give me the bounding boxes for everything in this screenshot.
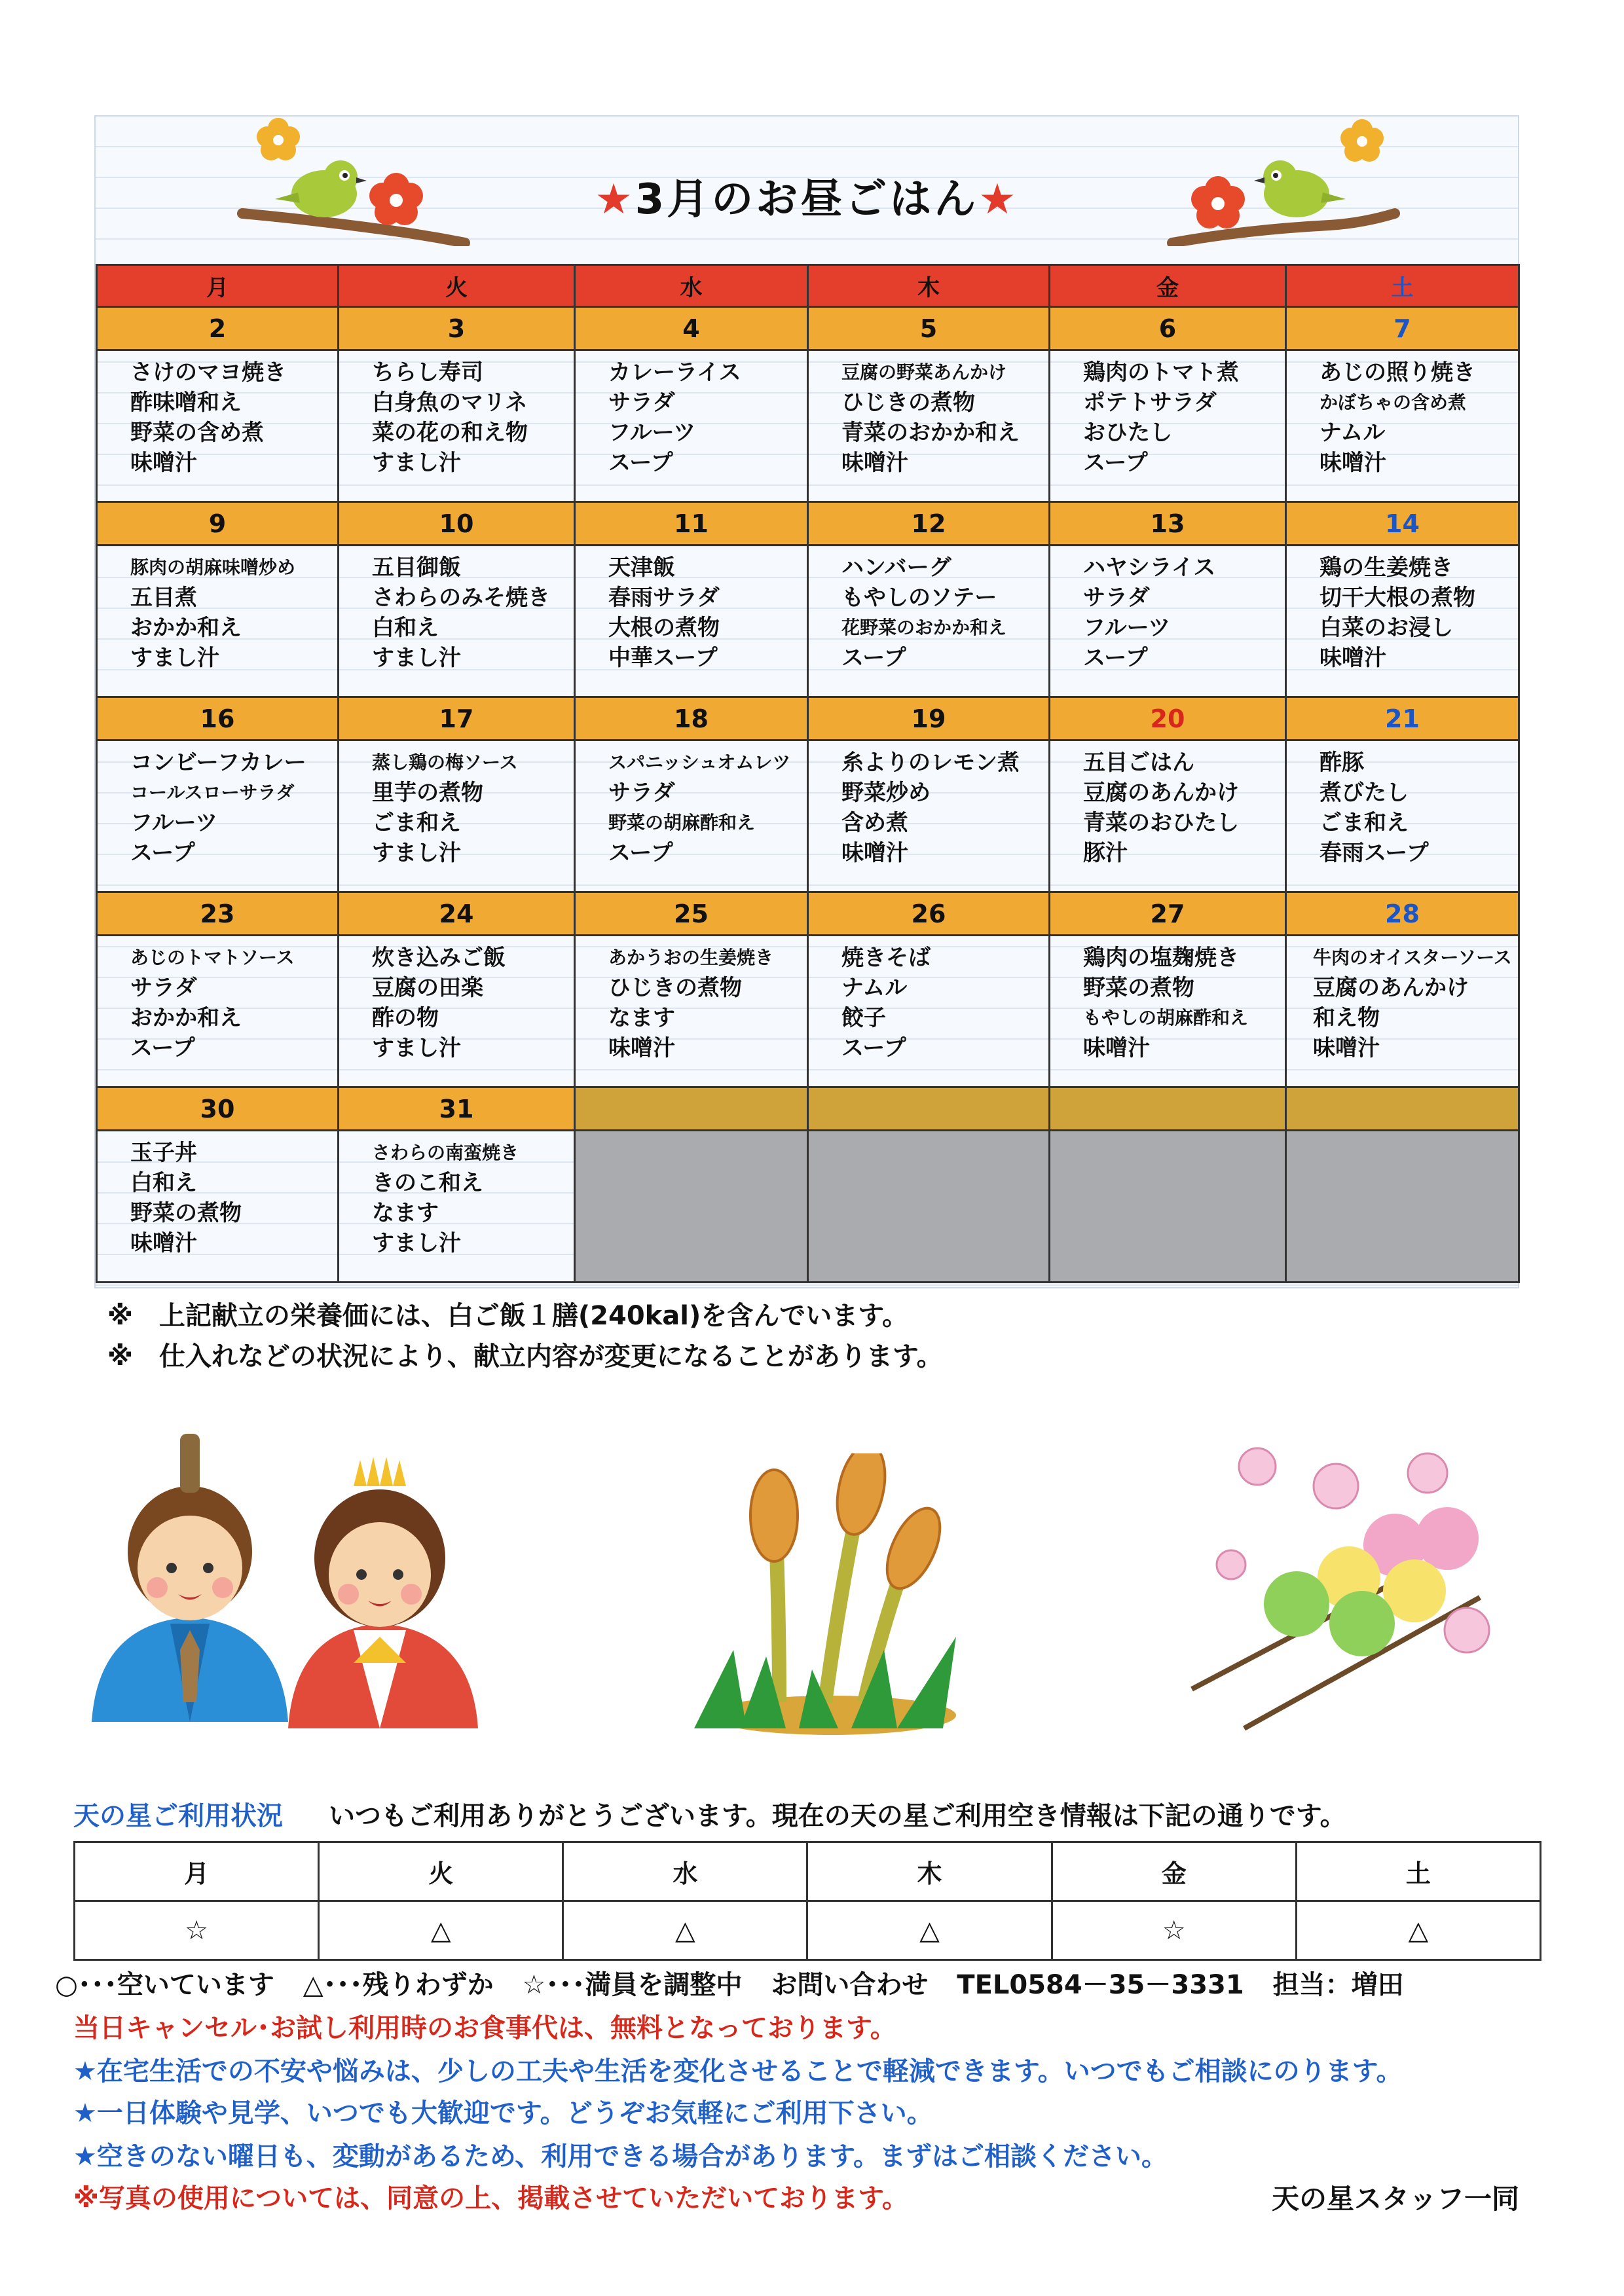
menu-cell <box>1287 741 1520 893</box>
menu-cell <box>1050 546 1287 698</box>
menu-item: さけのマヨ焼き <box>130 359 286 386</box>
weekday-thu: 木 <box>809 266 1050 308</box>
menu-item: 味噌汁 <box>841 450 908 476</box>
menu-item: 鶏肉のトマト煮 <box>1083 359 1239 386</box>
menu-item: 煮びたし <box>1320 780 1409 806</box>
menu-cell <box>1050 351 1287 503</box>
menu-cell <box>98 741 339 893</box>
menu-item: ハヤシライス <box>1083 555 1216 581</box>
menu-item: スープ <box>1083 645 1148 671</box>
menu-item: 切干大根の煮物 <box>1320 585 1475 611</box>
date-number: 5 <box>809 308 1050 351</box>
menu-item: おひたし <box>1083 420 1172 446</box>
menu-item: 青菜のおかか和え <box>841 420 1020 446</box>
menu-item: 五目ごはん <box>1083 750 1194 776</box>
date-number: 21 <box>1287 698 1520 741</box>
menu-item: 豚肉の胡麻味噌炒め <box>130 556 296 578</box>
menu-item: サラダ <box>608 390 675 416</box>
menu-item: ひじきの煮物 <box>608 975 742 1001</box>
menu-item: 酢豚 <box>1320 750 1364 776</box>
info-line-3: ★空きのない曜日も、変動があるため、利用できる場合があります。まずはご相談ください。 <box>73 2141 1168 2172</box>
menu-item: スープ <box>841 1035 906 1061</box>
availability-intro: いつもご利用ありがとうございます。現在の天の星ご利用空き情報は下記の通りです。 <box>329 1801 1346 1831</box>
date-number: 25 <box>576 893 809 936</box>
menu-cell <box>576 936 809 1088</box>
availability-day: 水 <box>563 1842 807 1901</box>
date-number: 4 <box>576 308 809 351</box>
menu-item: 天津飯 <box>608 555 675 581</box>
title-text: 3月のお昼ごはん <box>635 175 979 224</box>
menu-item: あかうおの生姜焼き <box>608 947 774 968</box>
menu-item: 含め煮 <box>841 810 908 836</box>
menu-item: 野菜の煮物 <box>1083 975 1194 1001</box>
menu-item: かぼちゃの含め煮 <box>1320 392 1467 413</box>
menu-cell <box>98 1131 339 1283</box>
menu-item: ひじきの煮物 <box>841 390 975 416</box>
availability-day: 火 <box>319 1842 563 1901</box>
menu-cell <box>1050 741 1287 893</box>
menu-cell <box>576 351 809 503</box>
menu-item: フルーツ <box>130 810 218 836</box>
photo-notice-text: ※写真の使用については、同意の上、掲載させていただいております。 <box>73 2183 908 2214</box>
info-line-2: ★一日体験や見学、いつでも大歓迎です。どうぞお気軽にご利用下さい。 <box>73 2098 933 2128</box>
menu-cell <box>339 936 576 1088</box>
menu-item: 味噌汁 <box>841 840 908 866</box>
date-number: 30 <box>98 1088 339 1131</box>
availability-title: 天の星ご利用状況 <box>73 1801 283 1831</box>
menu-item: 白身魚のマリネ <box>372 390 528 416</box>
menu-cell <box>339 546 576 698</box>
menu-item: 豆腐のあんかけ <box>1313 975 1469 1001</box>
menu-cell <box>809 936 1050 1088</box>
menu-item: 味噌汁 <box>130 450 197 476</box>
menu-item: 酢の物 <box>372 1005 439 1031</box>
empty-menu-cell <box>809 1131 1050 1283</box>
menu-item: すまし汁 <box>372 1230 461 1256</box>
staff-signature: 天の星スタッフ一同 <box>1272 2183 1520 2215</box>
menu-item: 味噌汁 <box>1083 1035 1150 1061</box>
date-number: 27 <box>1050 893 1287 936</box>
availability-status: ☆ <box>1052 1901 1296 1960</box>
legend-full: ☆･･･満員を調整中 <box>522 1970 743 2000</box>
weekday-sat: 土 <box>1287 266 1520 308</box>
availability-status: ☆ <box>75 1901 319 1960</box>
menu-item: さわらの南蛮焼き <box>372 1142 519 1163</box>
menu-item: 豆腐の野菜あんかけ <box>841 361 1007 383</box>
menu-cell <box>809 741 1050 893</box>
menu-item: 菜の花の和え物 <box>372 420 528 446</box>
menu-item: さわらのみそ焼き <box>372 585 550 611</box>
menu-item: 野菜の胡麻酢和え <box>608 812 756 833</box>
bird-plum-right-icon <box>1166 115 1401 246</box>
menu-item: きのこ和え <box>372 1170 483 1196</box>
menu-item: 鶏肉の塩麹焼き <box>1083 945 1239 971</box>
menu-item: 餃子 <box>841 1005 886 1031</box>
title-star-right: ★ <box>978 175 1019 224</box>
menu-item: スープ <box>130 1035 195 1061</box>
availability-legend <box>55 1964 1424 2001</box>
empty-menu-cell <box>1050 1131 1287 1283</box>
bird-plum-left-icon <box>236 115 471 246</box>
contact-tel: TEL0584－35－3331 <box>957 1970 1244 2000</box>
hina-dolls-icon <box>92 1434 485 1735</box>
date-number: 18 <box>576 698 809 741</box>
date-number: 26 <box>809 893 1050 936</box>
menu-item: ごま和え <box>1320 810 1409 836</box>
menu-item: 五目煮 <box>130 585 197 611</box>
menu-item: 玉子丼 <box>130 1140 197 1166</box>
menu-item: もやしの胡麻酢和え <box>1083 1007 1249 1029</box>
menu-cell <box>809 546 1050 698</box>
menu-item: 春雨スープ <box>1320 840 1429 866</box>
menu-item: 白菜のお浸し <box>1320 615 1453 641</box>
menu-item: コールスローサラダ <box>130 782 295 803</box>
info-line-1: ★在宅生活での不安や悩みは、少しの工夫や生活を変化させることで軽減できます。いつでもご相談にのります。 <box>73 2056 1403 2086</box>
menu-item: ハンバーグ <box>841 555 951 581</box>
menu-item: すまし汁 <box>372 840 461 866</box>
menu-item: スープ <box>130 840 195 866</box>
horsetail-plant-icon <box>681 1453 982 1741</box>
menu-item: おかか和え <box>130 615 242 641</box>
menu-item: スパニッシュオムレツ <box>608 752 791 773</box>
menu-item: すまし汁 <box>372 645 461 671</box>
menu-item: 白和え <box>130 1170 197 1196</box>
menu-cell <box>98 936 339 1088</box>
menu-item: 味噌汁 <box>1320 645 1386 671</box>
weekday-fri: 金 <box>1050 266 1287 308</box>
contact-person: 担当：増田 <box>1272 1970 1404 2000</box>
menu-item: スープ <box>1083 450 1148 476</box>
date-number: 14 <box>1287 503 1520 546</box>
menu-item: 鶏の生姜焼き <box>1320 555 1453 581</box>
menu-item: コンビーフカレー <box>130 750 306 776</box>
empty-menu-cell <box>1287 1131 1520 1283</box>
date-number: 12 <box>809 503 1050 546</box>
menu-item: 牛肉のオイスターソース <box>1313 947 1512 968</box>
menu-item: カレーライス <box>608 359 741 386</box>
availability-day: 月 <box>75 1842 319 1901</box>
empty-date <box>1050 1088 1287 1131</box>
menu-cell <box>576 546 809 698</box>
menu-item: すまし汁 <box>372 450 461 476</box>
date-number-holiday: 20 <box>1050 698 1287 741</box>
cancel-notice: 当日キャンセル･お試し利用時のお食事代は、無料となっております。 <box>73 2013 896 2043</box>
menu-item: なます <box>608 1005 675 1031</box>
menu-item: 和え物 <box>1313 1005 1380 1031</box>
menu-cell <box>1287 546 1520 698</box>
menu-item: すまし汁 <box>130 645 219 671</box>
date-number: 19 <box>809 698 1050 741</box>
menu-item: サラダ <box>130 975 197 1001</box>
date-number: 7 <box>1287 308 1520 351</box>
menu-item: おかか和え <box>130 1005 242 1031</box>
menu-item: 豆腐の田楽 <box>372 975 483 1001</box>
menu-cell <box>339 741 576 893</box>
weekday-mon: 月 <box>98 266 339 308</box>
menu-cell <box>339 351 576 503</box>
availability-day: 金 <box>1052 1842 1296 1901</box>
empty-date <box>809 1088 1050 1131</box>
availability-status: △ <box>807 1901 1052 1960</box>
availability-heading <box>73 1795 1346 1832</box>
menu-item: ナムル <box>1320 420 1386 446</box>
date-number: 11 <box>576 503 809 546</box>
menu-item: 白和え <box>372 615 439 641</box>
menu-item: 味噌汁 <box>130 1230 197 1256</box>
menu-item: スープ <box>608 840 673 866</box>
menu-item: 野菜の煮物 <box>130 1200 242 1226</box>
menu-item: ナムル <box>841 975 908 1001</box>
menu-item: フルーツ <box>1083 615 1171 641</box>
menu-item: 大根の煮物 <box>608 615 720 641</box>
menu-item: すまし汁 <box>372 1035 461 1061</box>
menu-item: 味噌汁 <box>1313 1035 1380 1061</box>
date-number: 13 <box>1050 503 1287 546</box>
menu-item: サラダ <box>1083 585 1150 611</box>
title-star-left: ★ <box>595 175 635 224</box>
photo-notice <box>73 2178 908 2215</box>
menu-item: 蒸し鶏の梅ソース <box>372 752 518 773</box>
availability-day: 木 <box>807 1842 1052 1901</box>
menu-item: 味噌汁 <box>608 1035 675 1061</box>
menu-item: ちらし寿司 <box>372 359 483 386</box>
menu-item: 青菜のおひたし <box>1083 810 1239 836</box>
menu-item: 野菜の含め煮 <box>130 420 264 446</box>
menu-item: 糸よりのレモン煮 <box>841 750 1020 776</box>
date-number: 10 <box>339 503 576 546</box>
legend-few: △･･･残りわずか <box>303 1970 494 2000</box>
menu-cell <box>1050 936 1287 1088</box>
date-number: 9 <box>98 503 339 546</box>
availability-day: 土 <box>1296 1842 1540 1901</box>
weekday-tue: 火 <box>339 266 576 308</box>
lunch-calendar <box>96 264 1520 1283</box>
menu-cell <box>1287 936 1520 1088</box>
menu-cell <box>98 546 339 698</box>
availability-table <box>73 1841 1541 1961</box>
menu-item: 野菜炒め <box>841 780 931 806</box>
availability-status: △ <box>319 1901 563 1960</box>
menu-item: 豆腐のあんかけ <box>1083 780 1239 806</box>
menu-cell <box>1287 351 1520 503</box>
menu-item: 酢味噌和え <box>130 390 242 416</box>
date-number: 17 <box>339 698 576 741</box>
menu-item: あじの照り焼き <box>1320 359 1475 386</box>
menu-item: 焼きそば <box>841 945 931 971</box>
menu-item: サラダ <box>608 780 675 806</box>
contact-label: お問い合わせ <box>771 1970 929 2000</box>
date-number: 31 <box>339 1088 576 1131</box>
date-number: 16 <box>98 698 339 741</box>
menu-item: スープ <box>608 450 673 476</box>
menu-item: ごま和え <box>372 810 461 836</box>
menu-item: 花野菜のおかか和え <box>841 617 1007 638</box>
menu-item: フルーツ <box>608 420 696 446</box>
menu-cell <box>98 351 339 503</box>
sakura-dango-icon <box>1179 1427 1506 1741</box>
menu-item: 中華スープ <box>608 645 718 671</box>
menu-item: なます <box>372 1200 439 1226</box>
page-title <box>595 166 1018 226</box>
nutrition-note: ※ 上記献立の栄養価には、白ご飯１膳(240kal)を含んでいます。 <box>107 1301 909 1331</box>
date-number: 2 <box>98 308 339 351</box>
weekday-wed: 水 <box>576 266 809 308</box>
menu-item: 里芋の煮物 <box>372 780 483 806</box>
menu-item: もやしのソテー <box>841 585 997 611</box>
menu-item: 豚汁 <box>1083 840 1128 866</box>
menu-item: 五目御飯 <box>372 555 461 581</box>
availability-status: △ <box>1296 1901 1540 1960</box>
empty-date <box>576 1088 809 1131</box>
availability-status: △ <box>563 1901 807 1960</box>
date-number: 6 <box>1050 308 1287 351</box>
change-note: ※ 仕入れなどの状況により、献立内容が変更になることがあります。 <box>107 1341 943 1372</box>
menu-item: あじのトマトソース <box>130 947 295 968</box>
legend-open: ○･･･空いています <box>55 1970 274 2000</box>
menu-item: 炊き込みご飯 <box>372 945 506 971</box>
menu-cell <box>576 741 809 893</box>
empty-menu-cell <box>576 1131 809 1283</box>
date-number: 3 <box>339 308 576 351</box>
menu-item: 味噌汁 <box>1320 450 1386 476</box>
menu-cell <box>809 351 1050 503</box>
date-number: 24 <box>339 893 576 936</box>
menu-item: スープ <box>841 645 906 671</box>
empty-date <box>1287 1088 1520 1131</box>
menu-item: ポテトサラダ <box>1083 390 1217 416</box>
menu-cell <box>339 1131 576 1283</box>
menu-item: 春雨サラダ <box>608 585 720 611</box>
date-number: 28 <box>1287 893 1520 936</box>
date-number: 23 <box>98 893 339 936</box>
